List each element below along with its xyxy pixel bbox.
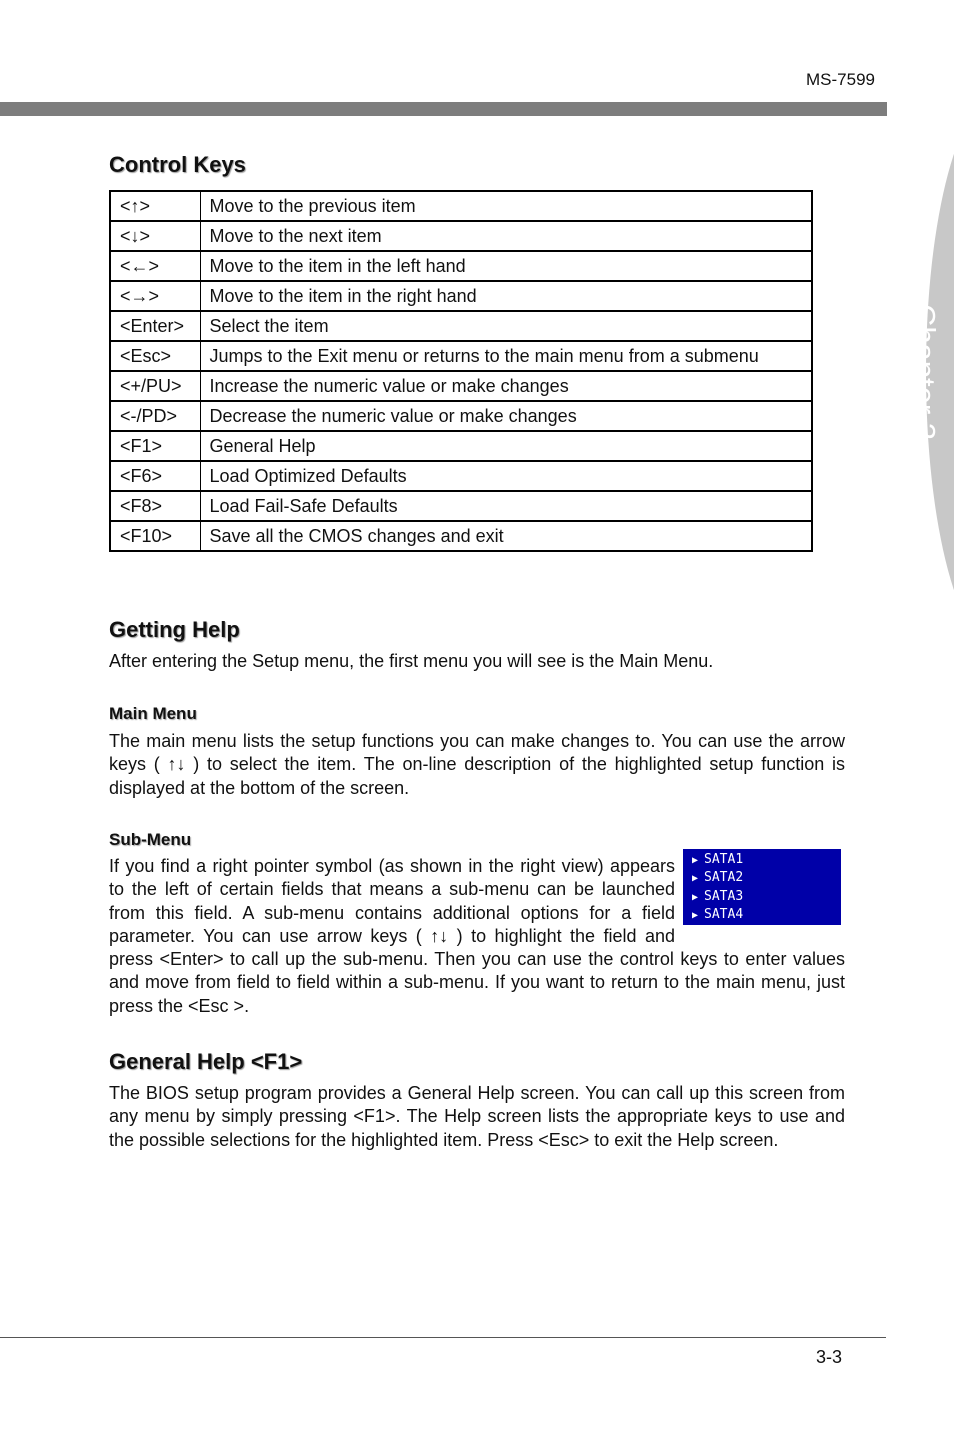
control-key-cell: <F10> bbox=[110, 521, 200, 551]
control-key-description: Move to the previous item bbox=[200, 191, 812, 221]
control-key-cell: <-/PD> bbox=[110, 401, 200, 431]
control-key-cell: <↑> bbox=[110, 191, 200, 221]
right-pointer-icon: ▶ bbox=[692, 873, 699, 885]
submenu-example-item bbox=[692, 888, 841, 906]
right-pointer-icon: ▶ bbox=[692, 910, 699, 922]
control-key-row bbox=[110, 281, 812, 311]
control-key-description: Save all the CMOS changes and exit bbox=[200, 521, 812, 551]
control-key-cell: <+/PU> bbox=[110, 371, 200, 401]
control-key-cell: <F8> bbox=[110, 491, 200, 521]
control-key-row bbox=[110, 221, 812, 251]
main-menu-heading: Main Menu bbox=[109, 704, 197, 723]
control-key-cell: <F6> bbox=[110, 461, 200, 491]
sub-menu-text: If you find a right pointer symbol (as shown in the right view) appears to the left of certain fields that means a sub-menu can be launched from this field. A sub-menu contains additional options for a field parameter. You can use arrow keys ( ↑↓ ) to highlight the field and press <Enter> to call up the sub-menu. Then you can use the control keys to enter values and move from field to field within a sub-menu. If you want to return to the main menu, just press the <Esc >. bbox=[109, 856, 845, 1016]
footer-rule bbox=[0, 1337, 886, 1338]
control-key-row bbox=[110, 191, 812, 221]
getting-help-intro: After entering the Setup menu, the first menu you will see is the Main Menu. bbox=[109, 651, 714, 671]
getting-help-heading: Getting Help bbox=[109, 617, 240, 642]
submenu-example-label: SATA4 bbox=[704, 907, 744, 923]
general-help-text: The BIOS setup program provides a General Help screen. You can call up this screen from any menu by simply pressing <F1>. The Help screen lists the appropriate keys to use and the possible selections for the highlighted item. Press <Esc> to exit the Help screen. bbox=[109, 1083, 845, 1150]
control-key-description: Move to the item in the left hand bbox=[200, 251, 812, 281]
submenu-example-label: SATA3 bbox=[704, 888, 744, 904]
sub-menu-section bbox=[109, 852, 845, 1018]
right-pointer-icon: ▶ bbox=[692, 891, 699, 903]
control-key-row bbox=[110, 251, 812, 281]
submenu-example-label: SATA1 bbox=[704, 852, 744, 867]
control-key-cell: <→> bbox=[110, 281, 200, 311]
control-key-description: Move to the item in the right hand bbox=[200, 281, 812, 311]
control-key-description: Decrease the numeric value or make changes bbox=[200, 401, 812, 431]
control-key-description: Load Fail-Safe Defaults bbox=[200, 491, 812, 521]
control-key-row bbox=[110, 521, 812, 551]
control-key-row bbox=[110, 401, 812, 431]
header-bar bbox=[0, 102, 887, 116]
control-key-description: Move to the next item bbox=[200, 221, 812, 251]
control-key-row bbox=[110, 491, 812, 521]
control-key-cell: <↓> bbox=[110, 221, 200, 251]
model-number: MS-7599 bbox=[806, 70, 875, 89]
submenu-example-label: SATA2 bbox=[704, 870, 744, 886]
chapter-tab-label: Chapter 3 bbox=[907, 303, 942, 441]
control-key-cell: <←> bbox=[110, 251, 200, 281]
control-key-row bbox=[110, 371, 812, 401]
control-key-row bbox=[110, 311, 812, 341]
submenu-example-item bbox=[692, 851, 841, 869]
control-key-description: Jumps to the Exit menu or returns to the main menu from a submenu bbox=[200, 341, 812, 371]
control-key-row bbox=[110, 431, 812, 461]
control-key-description: General Help bbox=[200, 431, 812, 461]
right-pointer-icon: ▶ bbox=[692, 855, 699, 866]
control-keys-heading: Control Keys bbox=[109, 152, 246, 177]
main-menu-text: The main menu lists the setup functions you can make changes to. You can use the arrow keys ( ↑↓ ) to select the item. The on-line description of the highlighted setup function is displayed at the bottom of the screen. bbox=[109, 731, 845, 798]
control-key-description: Load Optimized Defaults bbox=[200, 461, 812, 491]
control-key-cell: <Enter> bbox=[110, 311, 200, 341]
control-key-cell: <F1> bbox=[110, 431, 200, 461]
control-key-row bbox=[110, 341, 812, 371]
submenu-example-item bbox=[692, 869, 841, 887]
control-keys-table bbox=[109, 190, 813, 552]
control-key-description: Increase the numeric value or make changes bbox=[200, 371, 812, 401]
submenu-example-item bbox=[692, 906, 841, 924]
general-help-heading: General Help <F1> bbox=[109, 1049, 303, 1074]
control-key-row bbox=[110, 461, 812, 491]
submenu-example-image bbox=[683, 849, 841, 925]
control-key-cell: <Esc> bbox=[110, 341, 200, 371]
control-key-description: Select the item bbox=[200, 311, 812, 341]
page-number: 3-3 bbox=[816, 1347, 843, 1367]
sub-menu-heading: Sub-Menu bbox=[109, 830, 192, 849]
